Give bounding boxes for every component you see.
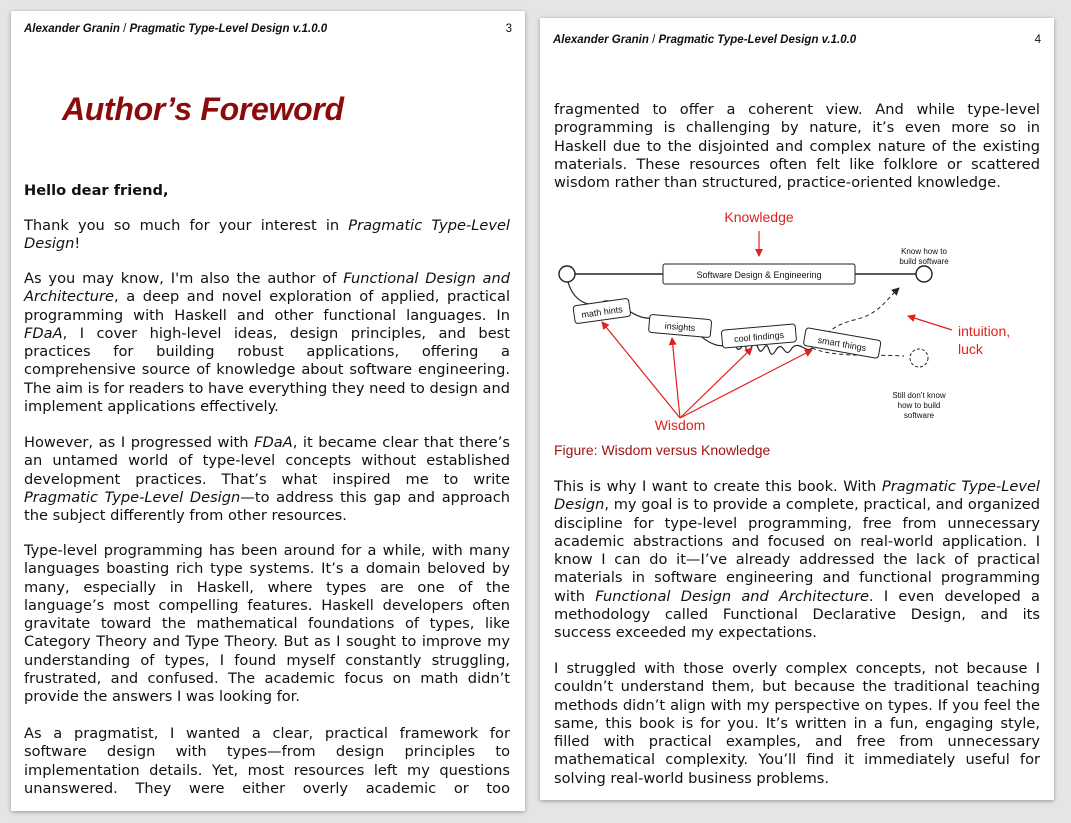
math-hints-label: math hints (580, 304, 624, 320)
text-run: , it became clear that there’s an untamed world of type-level concepts without established development practices. That’s what inspired me to write (24, 434, 510, 488)
intuition-arrow (908, 316, 952, 330)
paragraph (554, 478, 1040, 643)
smart-things-label: smart things (816, 334, 868, 354)
text-run: As you may know, I'm also the author of (24, 270, 344, 287)
intuition-label-1: intuition, (958, 323, 1011, 339)
abbreviation-italic: FDaA (24, 324, 63, 342)
header-title: Pragmatic Type-Level Design v.1.0.0 (658, 34, 857, 46)
insights-label: insights (664, 320, 696, 334)
cool-findings-label: cool findings (733, 329, 785, 345)
text-run: , my goal is to provide a complete, practical, and organized discipline for type-level programming, free from unnecessary academic abstractions and focused on real-world application. I know I can do it—I’ve already addressed the lack of practical materials in software engineering and functional programming with (554, 496, 1040, 605)
knowledge-label: Knowledge (724, 209, 794, 225)
text-run: , I cover high-level ideas, design principles, and best practices for building robust applications, offering a comprehensive source of knowledge about software engineering. The aim is for readers to have everything they need to design and implement applications effectively. (24, 324, 510, 416)
book-title-italic: Functional Design and Architecture (595, 587, 869, 605)
still-label-2: how to build (897, 401, 941, 410)
book-title-italic: Pragmatic Type-Level Design (24, 217, 510, 253)
figure-caption: Figure: Wisdom versus Knowledge (554, 442, 771, 458)
cool-findings-box (721, 324, 796, 348)
still-label-3: software (903, 411, 935, 420)
know-how-label-1: Know how to (901, 247, 947, 256)
page-number: 3 (505, 23, 512, 35)
book-title-italic: Functional Design and Architecture (24, 270, 510, 306)
header-separator: / (652, 34, 656, 46)
page-number: 4 (1034, 34, 1041, 46)
text-run: , a deep and novel exploration of applied, practical programming with Haskell and other functional languages. In (24, 288, 510, 324)
running-header (553, 34, 1041, 46)
paragraph: Type-level programming has been around for a while, with many languages boasting rich type systems. It’s a domain beloved by many, especially in Haskell, where types are one of the language’s most compelling features. Haskell developers often gravitate toward the mathematical foundations of types, like Category Theory and Type Theory. But as I sought to improve my understanding of types, I found myself constantly struggling, frustrated, and confused. The academic focus on math didn’t provide the answers I was looking for. (24, 542, 510, 706)
paragraph: I struggled with those overly complex concepts, not because I couldn’t understand them, but because the traditional teaching methods didn’t align with my perspective on types. If you feel the same, this book is for you. It’s written in a fun, engaging style, filled with practical examples, and free from unnecessary mathematical complexity. You’ll find it immediately useful for solving real-world business problems. (554, 660, 1040, 787)
unknown-node (910, 349, 928, 367)
book-title-italic: Pragmatic Type-Level Design (24, 488, 241, 506)
still-label-1: Still don’t know (892, 391, 946, 400)
paragraph (24, 217, 510, 254)
start-node (559, 266, 575, 282)
page-4 (540, 18, 1054, 800)
greeting: Hello dear friend, (24, 182, 169, 199)
header-separator: / (123, 23, 127, 35)
text-run: However, as I progressed with (24, 434, 255, 451)
abbreviation-italic: FDaA (254, 434, 293, 451)
wisdom-knowledge-diagram (554, 198, 1040, 434)
text-run: ! (74, 235, 81, 253)
insights-box (648, 314, 711, 337)
text-run: . I even developed a methodology called Functional Declarative Design, and its success exceeded my expectations. (554, 587, 1040, 642)
paragraph (24, 434, 510, 525)
header-title: Pragmatic Type-Level Design v.1.0.0 (129, 23, 328, 35)
text-run: This is why I want to create this book. With (554, 478, 882, 495)
end-node (916, 266, 932, 282)
text-run: —to address this gap and approach the subject differently from other resources. (24, 488, 510, 525)
know-how-label-2: build software (899, 257, 949, 266)
paragraph (24, 270, 510, 416)
smart-things-box (803, 328, 881, 359)
main-bar-label: Software Design & Engineering (696, 270, 822, 280)
wisdom-label: Wisdom (654, 417, 706, 433)
paragraph: As a pragmatist, I wanted a clear, practical framework for software design with types—from design principles to implementation details. Yet, most resources left my questions unanswered. They were either overly academic or too (24, 725, 510, 797)
diagram-svg (554, 198, 1040, 434)
header-author: Alexander Granin (553, 34, 649, 46)
intuition-label-2: luck (958, 341, 983, 357)
paragraph: fragmented to offer a coherent view. And while type-level programming is challenging by nature, it’s even more so in Haskell due to the disjointed and complex nature of the existing materials. These resources often felt like folklore or scattered wisdom rather than structured, practice-oriented knowledge. (554, 101, 1040, 192)
math-hints-box (573, 298, 631, 324)
book-title-italic: Pragmatic Type-Level Design (554, 478, 1040, 514)
running-header (24, 23, 512, 35)
header-author: Alexander Granin (24, 23, 120, 35)
text-run: Thank you so much for your interest in (24, 217, 349, 234)
page-3 (11, 11, 525, 811)
chapter-title: Author’s Foreword (62, 91, 344, 127)
